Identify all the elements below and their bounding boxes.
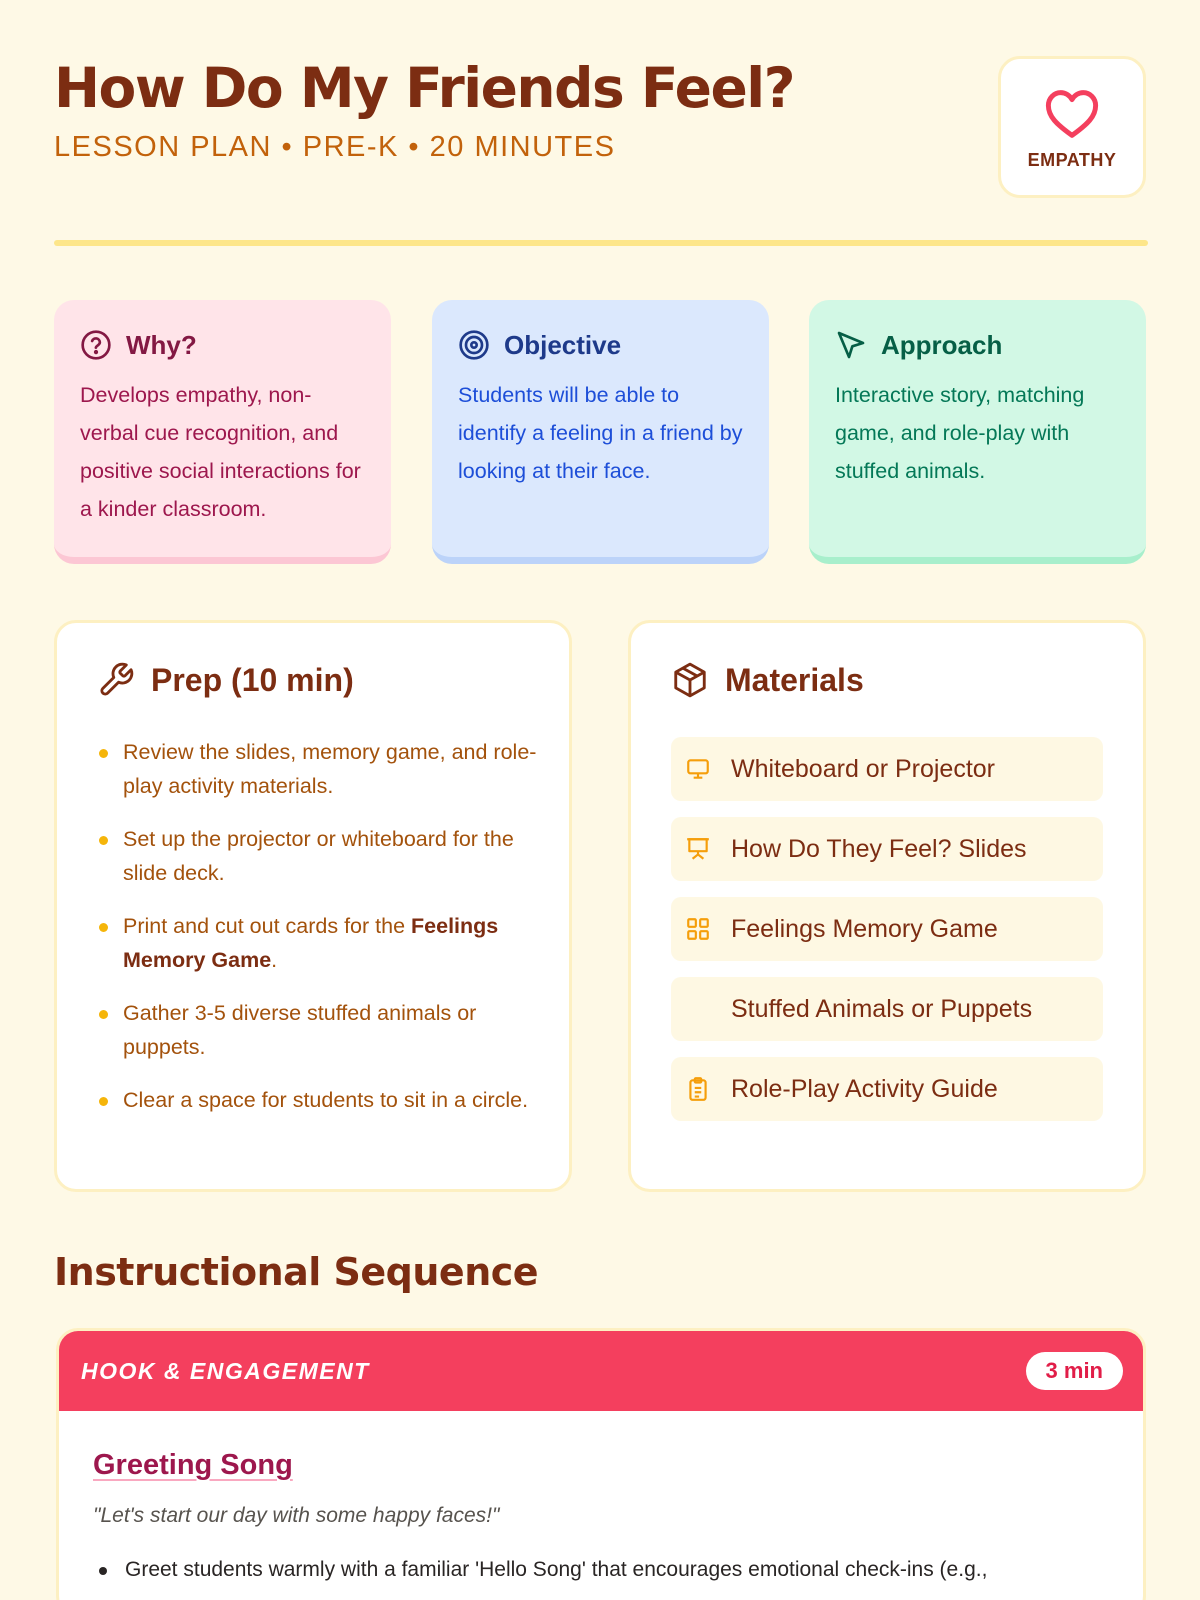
blank-icon <box>685 996 711 1022</box>
topic-badge <box>998 56 1146 198</box>
prep-item: Print and cut out cards for the Feelings Memory Game. <box>97 909 537 977</box>
step-band <box>59 1331 1143 1411</box>
box-icon <box>671 661 709 699</box>
approach-card <box>809 300 1146 564</box>
prep-item: Set up the projector or whiteboard for the slide deck. <box>97 822 537 890</box>
prep-panel <box>54 620 572 1192</box>
cursor-arrow-icon <box>835 329 867 361</box>
materials-heading: Materials <box>725 661 864 698</box>
page-title: How Do My Friends Feel? <box>54 56 795 120</box>
material-item: Role-Play Activity Guide <box>671 1057 1103 1121</box>
step-duration-badge: 3 min <box>1026 1352 1123 1390</box>
step-quote: "Let's start our day with some happy faces!" <box>93 1504 500 1527</box>
clipboard-icon <box>685 1076 711 1102</box>
approach-body: Interactive story, matching game, and role-play with stuffed animals. <box>835 383 1085 483</box>
header-divider <box>54 240 1148 246</box>
material-item: Stuffed Animals or Puppets <box>671 977 1103 1041</box>
why-body: Develops empathy, non-verbal cue recognition, and positive social interactions for a kinder classroom. <box>80 383 361 521</box>
material-item: How Do They Feel? Slides <box>671 817 1103 881</box>
objective-heading: Objective <box>504 329 622 360</box>
page-subtitle: LESSON PLAN • PRE-K • 20 MINUTES <box>54 131 616 163</box>
lesson-header <box>54 56 1146 206</box>
step-bullets <box>93 1554 1109 1586</box>
material-item: Feelings Memory Game <box>671 897 1103 961</box>
why-card <box>54 300 391 564</box>
presentation-icon <box>685 836 711 862</box>
materials-list <box>671 737 1103 1137</box>
sequence-step-card <box>56 1328 1146 1600</box>
heart-icon <box>1045 89 1099 139</box>
grid-icon <box>685 916 711 942</box>
prep-heading: Prep (10 min) <box>151 661 354 698</box>
prep-list <box>97 735 537 1136</box>
objective-card <box>432 300 769 564</box>
question-circle-icon <box>80 329 112 361</box>
approach-heading: Approach <box>881 329 1003 360</box>
prep-item: Review the slides, memory game, and role-play activity materials. <box>97 735 537 803</box>
step-bullet: Greet students warmly with a familiar 'Hello Song' that encourages emotional check-ins (e.g., <box>93 1554 1109 1586</box>
prep-bold-term: Feelings Memory Game <box>123 914 499 972</box>
objective-body: Students will be able to identify a feeling in a friend by looking at their face. <box>458 383 743 483</box>
target-icon <box>458 329 490 361</box>
step-phase: HOOK & ENGAGEMENT <box>81 1357 370 1384</box>
wrench-icon <box>97 661 135 699</box>
material-item: Whiteboard or Projector <box>671 737 1103 801</box>
section-heading: Instructional Sequence <box>54 1250 539 1294</box>
materials-panel <box>628 620 1146 1192</box>
prep-item: Gather 3-5 diverse stuffed animals or puppets. <box>97 996 537 1064</box>
why-heading: Why? <box>126 329 197 360</box>
prep-item: Clear a space for students to sit in a circle. <box>97 1083 537 1117</box>
monitor-icon <box>685 756 711 782</box>
step-title: Greeting Song <box>93 1449 293 1481</box>
badge-label: EMPATHY <box>1027 150 1117 170</box>
